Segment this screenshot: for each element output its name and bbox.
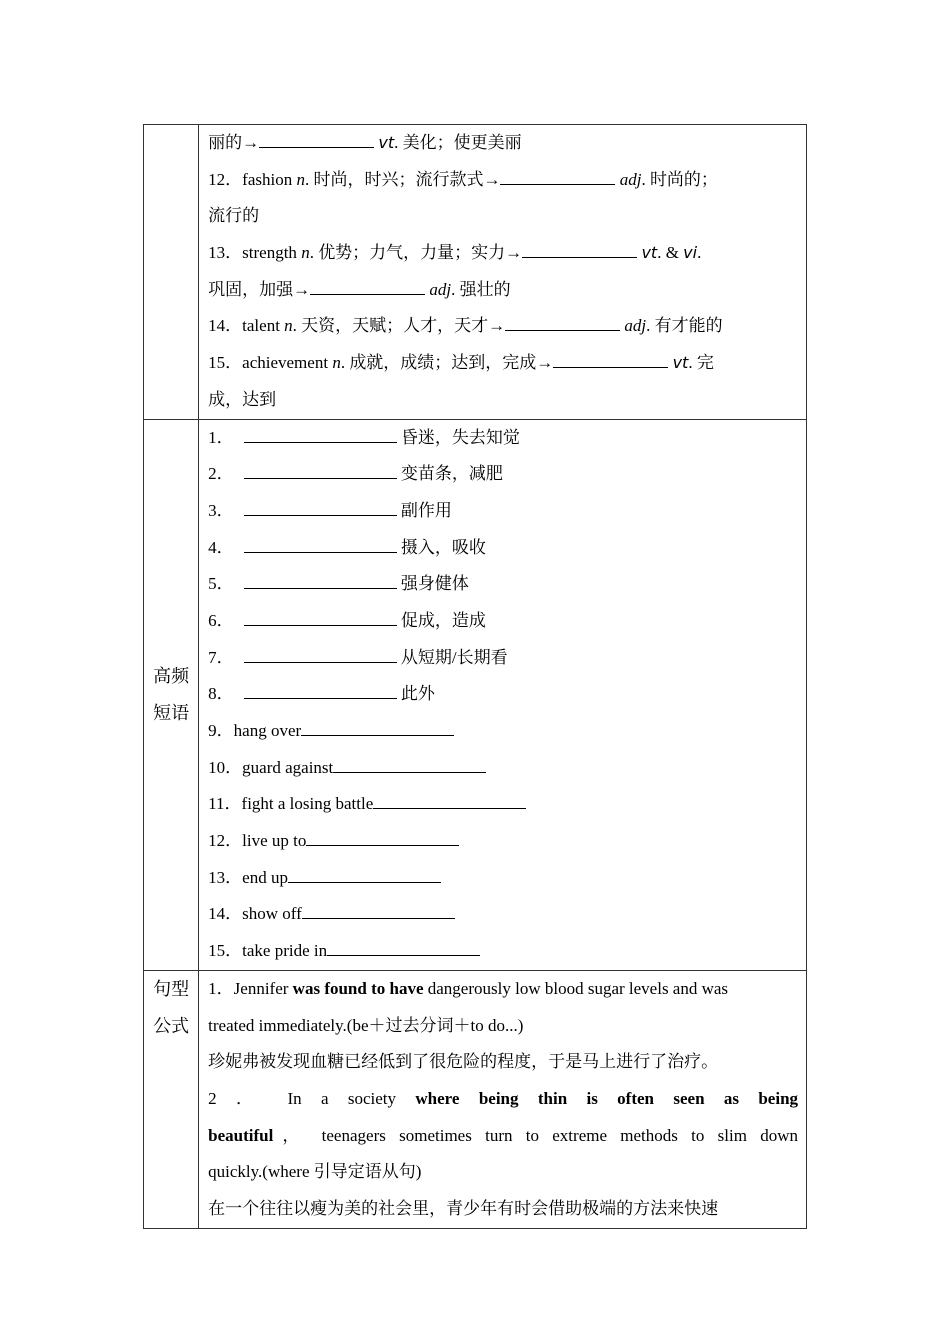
phrase-item: 3． 副作用 xyxy=(208,500,452,520)
vocabulary-table xyxy=(143,124,807,1229)
answer-blank[interactable] xyxy=(310,278,425,295)
answer-blank[interactable] xyxy=(522,241,637,258)
word-line: 流行的 xyxy=(208,206,260,226)
answer-blank[interactable] xyxy=(244,426,397,443)
answer-blank[interactable] xyxy=(500,168,615,185)
sentence-translation: 在一个往往以瘦为美的社会里，青少年有时会借助极端的方法来快速 xyxy=(208,1198,719,1218)
phrase-item: 14．show off xyxy=(208,896,798,933)
phrase-item: 6． 促成，造成 xyxy=(208,610,486,630)
phrase-item: 13．end up xyxy=(208,860,798,897)
answer-blank[interactable] xyxy=(259,131,374,148)
sentence-line: 1．Jennifer was found to have dangerously low blood sugar levels and was xyxy=(208,978,729,998)
phrase-item: 2． 变苗条，减肥 xyxy=(208,464,503,484)
answer-blank[interactable] xyxy=(244,536,397,553)
phrase-item: 5． 强身健体 xyxy=(208,574,469,594)
answer-blank[interactable] xyxy=(333,756,486,773)
phrase-item: 9．hang over xyxy=(208,713,798,750)
section-label-empty xyxy=(144,125,199,420)
word-line: 15．achievement n. 成就，成绩；达到，完成→ vt. 完 xyxy=(208,353,714,373)
answer-blank[interactable] xyxy=(244,462,397,479)
answer-blank[interactable] xyxy=(244,682,397,699)
answer-blank[interactable] xyxy=(327,939,480,956)
answer-blank[interactable] xyxy=(301,719,454,736)
answer-blank[interactable] xyxy=(306,829,459,846)
patterns-body xyxy=(199,970,807,1228)
phrase-item: 8． 此外 xyxy=(208,684,435,704)
answer-blank[interactable] xyxy=(302,902,455,919)
sentence-line: beautiful， teenagers sometimes turn to extreme methods to slim down xyxy=(208,1125,798,1145)
section-phrases xyxy=(144,419,807,970)
answer-blank[interactable] xyxy=(505,314,620,331)
answer-blank[interactable] xyxy=(244,572,397,589)
section-sentence-patterns xyxy=(144,970,807,1228)
sentence-line: 2 ． In a society where being thin is often seen as being xyxy=(208,1088,798,1108)
phrase-item: 12．live up to xyxy=(208,823,798,860)
answer-blank[interactable] xyxy=(553,351,668,368)
word-line: 巩固，加强→ adj. 强壮的 xyxy=(208,279,511,299)
phrase-item: 11．fight a losing battle xyxy=(208,786,798,823)
section-label-patterns: 句型 公式 xyxy=(144,970,199,1228)
answer-blank[interactable] xyxy=(244,499,397,516)
answer-blank[interactable] xyxy=(288,866,441,883)
phrase-item: 10．guard against xyxy=(208,750,798,787)
word-line: 成，达到 xyxy=(208,389,277,409)
phrase-item: 1． 昏迷，失去知觉 xyxy=(208,427,520,447)
phrase-item: 15．take pride in xyxy=(208,933,798,970)
sentence-line: treated immediately.(be＋过去分词＋to do...) xyxy=(208,1015,524,1035)
sentence-line: quickly.(where 引导定语从句) xyxy=(208,1162,422,1182)
answer-blank[interactable] xyxy=(244,646,397,663)
section-label-phrases: 高频 短语 xyxy=(144,419,199,970)
word-line: 丽的→ vt. 美化；使更美丽 xyxy=(208,133,522,152)
answer-blank[interactable] xyxy=(244,609,397,626)
sentence-translation: 珍妮弗被发现血糖已经低到了很危险的程度，于是马上进行了治疗。 xyxy=(208,1052,719,1072)
phrase-item: 7． 从短期/长期看 xyxy=(208,647,508,667)
phrases-body xyxy=(199,419,807,970)
answer-blank[interactable] xyxy=(373,792,526,809)
phrase-item: 4． 摄入，吸收 xyxy=(208,537,486,557)
word-line: 13．strength n. 优势；力气，力量；实力→ vt. & vi. xyxy=(208,243,702,263)
word-forms-body xyxy=(199,125,807,420)
word-line: 14．talent n. 天资，天赋；人才，天才→ adj. 有才能的 xyxy=(208,316,723,336)
word-line: 12．fashion n. 时尚，时兴；流行款式→ adj. 时尚的； xyxy=(208,169,718,189)
section-word-forms xyxy=(144,125,807,420)
